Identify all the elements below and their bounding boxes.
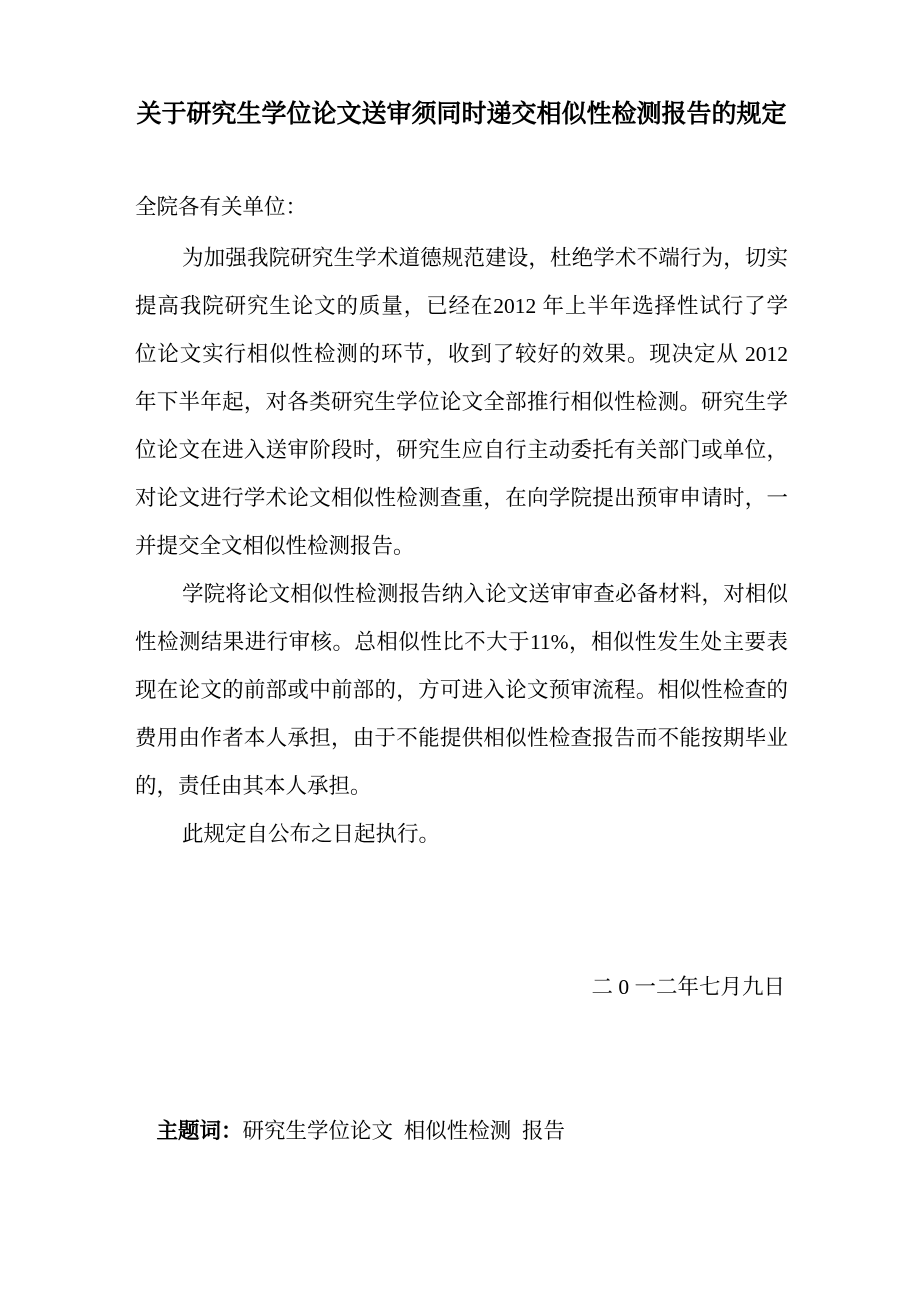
date-line: 二 0 一二年七月九日 (591, 975, 785, 999)
paragraph-line: 并提交全文相似性检测报告。 (135, 534, 415, 558)
paragraph-line: 现在论文的前部或中前部的，方可进入论文预审流程。相似性检查的 (135, 678, 788, 702)
paragraph-line: 位论文实行相似性检测的环节，收到了较好的效果。现决定从 2012 (135, 342, 788, 366)
keywords-value: 研究生学位论文 相似性检测 报告 (242, 1119, 566, 1143)
document-title: 关于研究生学位论文送审须同时递交相似性检测报告的规定 (136, 101, 787, 128)
paragraph-line: 性检测结果进行审核。总相似性比不大于11%，相似性发生处主要表 (135, 630, 788, 654)
paragraph-line: 对论文进行学术论文相似性检测查重，在向学院提出预审申请时，一 (135, 486, 788, 510)
keywords-label: 主题词： (156, 1119, 243, 1143)
paragraph-line: 此规定自公布之日起执行。 (182, 822, 441, 846)
paragraph-line: 年下半年起，对各类研究生学位论文全部推行相似性检测。研究生学 (135, 390, 788, 414)
document-body (135, 234, 788, 858)
paragraph-line: 学院将论文相似性检测报告纳入论文送审审查必备材料，对相似 (182, 582, 788, 606)
paragraph-line: 的，责任由其本人承担。 (135, 774, 372, 798)
paragraph-line: 位论文在进入送审阶段时，研究生应自行主动委托有关部门或单位， (135, 438, 788, 462)
keywords-line (135, 1059, 788, 1203)
paragraph-line: 费用由作者本人承担，由于不能提供相似性检查报告而不能按期毕业 (135, 726, 788, 750)
paragraph-line: 提高我院研究生论文的质量，已经在2012 年上半年选择性试行了学 (135, 294, 788, 318)
salutation-line: 全院各有关单位： (135, 195, 308, 219)
paragraph-line: 为加强我院研究生学术道德规范建设，杜绝学术不端行为，切实 (182, 246, 788, 270)
